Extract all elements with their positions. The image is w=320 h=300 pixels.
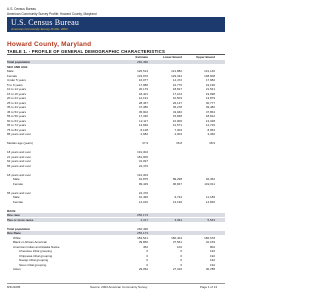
row-label: Total population	[7, 226, 31, 231]
row-label: Male	[7, 69, 14, 73]
table-row	[7, 119, 225, 123]
table-row	[7, 132, 225, 136]
lower-bound-cell: 16,776	[172, 82, 182, 87]
upper-bound-cell: 802	[209, 244, 215, 249]
lower-bound-cell: 27,316	[172, 267, 182, 271]
lower-bound-cell: 17,104	[172, 91, 182, 96]
table-row	[7, 240, 225, 244]
row-label: Navajo tribal grouping	[19, 258, 49, 262]
lower-bound-cell: 2,004	[174, 132, 182, 136]
upper-bound-cell: 192	[209, 249, 215, 253]
footer-date: 8/31/2005	[7, 285, 21, 289]
table-row	[7, 83, 225, 87]
table-row	[7, 222, 225, 226]
row-label: 45 to 54 years	[7, 109, 27, 114]
row-label: One race	[7, 213, 20, 217]
estimate-cell: 29,052	[138, 267, 148, 271]
lower-bound-cell: 13,190	[172, 199, 182, 204]
upper-bound-cell: 11,186	[206, 195, 215, 199]
estimate-cell: 256,173	[137, 231, 148, 235]
upper-bound-cell: 14,830	[205, 199, 215, 204]
estimate-cell: 191,304	[137, 172, 148, 177]
lower-bound-cell: 26,137	[172, 100, 182, 105]
lower-bound-cell: 15,848	[172, 114, 182, 118]
footer-page-number: Page 1 of 13	[200, 285, 218, 289]
table-row	[7, 245, 225, 249]
table-row	[7, 195, 225, 199]
column-header-upper-bound: Upper Bound	[196, 55, 215, 59]
row-label: 18 years and over	[7, 172, 32, 177]
lower-bound-cell: 14,472	[172, 78, 182, 82]
estimate-cell: 24,470	[138, 190, 148, 195]
row-label: American Indian and Alaska Native	[13, 244, 60, 249]
row-label: Chippewa tribal grouping	[19, 253, 53, 258]
table-row	[7, 231, 225, 235]
estimate-cell: 37.9	[142, 141, 148, 145]
row-label: White	[13, 235, 21, 240]
upper-bound-cell: 21,541	[205, 87, 215, 91]
lower-bound-cell: 10,503	[172, 96, 182, 100]
estimate-cell: 12,191	[138, 96, 148, 100]
table-row	[7, 114, 225, 118]
row-label: Male	[13, 177, 20, 181]
table-row	[7, 74, 225, 78]
estimate-cell: 126,514	[137, 69, 148, 73]
upper-bound-cell: 38.9	[209, 141, 215, 145]
estimate-cell: 12,117	[139, 118, 148, 123]
lower-bound-cell: 129,344	[171, 73, 182, 78]
upper-bound-cell: 30,788	[205, 267, 215, 271]
table-title: TABLE 1. - PROFILE OF GENERAL DEMOGRAPHIC CHARACTERISTICS	[7, 49, 166, 54]
lower-bound-cell: 10,906	[172, 118, 182, 123]
upper-bound-cell: 42,159	[205, 240, 215, 244]
table-row	[7, 96, 225, 100]
table-row	[7, 186, 225, 190]
table-row	[7, 227, 225, 231]
table-row	[7, 236, 225, 240]
estimate-cell: 133,976	[137, 73, 148, 78]
table-row	[7, 123, 225, 127]
table-row	[7, 146, 225, 150]
upper-bound-cell: 14,749	[205, 123, 215, 127]
estimate-cell: 47,380	[138, 105, 148, 109]
table-row	[7, 200, 225, 204]
row-label: Female	[13, 181, 24, 186]
upper-bound-cell: 13,328	[205, 118, 215, 123]
table-row	[7, 173, 225, 177]
table-row	[7, 128, 225, 132]
upper-bound-cell: 49,482	[205, 105, 215, 109]
lower-bound-cell: 0	[180, 253, 182, 258]
row-label: 85 years and over	[7, 132, 32, 136]
lower-bound-cell: 3,091	[174, 217, 182, 222]
upper-bound-cell: 192	[209, 253, 215, 258]
estimate-cell: 2,682	[140, 132, 148, 136]
row-label: Total population	[7, 60, 31, 64]
estimate-cell: 181,906	[137, 154, 148, 159]
estimate-cell: 16,077	[138, 78, 148, 82]
row-label: Two or more races	[7, 217, 34, 222]
row-label: 35 to 44 years	[7, 105, 27, 109]
lower-bound-cell: 180,404	[171, 235, 182, 240]
estimate-cell: 31,097	[138, 159, 148, 163]
table-row	[7, 209, 225, 213]
estimate-cell: 4,317	[140, 217, 148, 222]
upper-bound-cell: 94,452	[205, 177, 215, 181]
row-label: 75 to 84 years	[7, 127, 27, 132]
estimate-cell: 0	[146, 249, 148, 253]
estimate-cell: 39,860	[138, 240, 148, 244]
estimate-cell: 183,541	[137, 235, 148, 240]
estimate-cell: 256,173	[137, 213, 148, 217]
column-header-lower-bound: Lower Bound	[162, 55, 182, 59]
estimate-cell: 17,330	[138, 114, 148, 118]
upper-bound-cell: 131,146	[204, 69, 215, 73]
upper-bound-cell: 192	[209, 258, 215, 262]
table-row	[7, 69, 225, 73]
table-row	[7, 105, 225, 109]
estimate-cell: 0	[146, 262, 148, 267]
table-row	[7, 218, 225, 222]
banner-subtitle: American Community Survey Profile: 2004	[11, 27, 68, 31]
table-row	[7, 263, 225, 267]
estimate-cell: 0	[146, 253, 148, 258]
lower-bound-cell: 121,882	[171, 69, 182, 73]
estimate-cell: 18,401	[138, 91, 148, 96]
footer-source: Source: 2004 American Community Survey	[90, 285, 148, 289]
table-row	[7, 65, 225, 69]
upper-bound-cell: 47,864	[205, 109, 215, 114]
table-row	[7, 191, 225, 195]
estimate-cell: 8,128	[140, 127, 148, 132]
row-label: 20 to 24 years	[7, 96, 27, 100]
estimate-cell: 260,490	[137, 226, 148, 231]
row-label: Male	[13, 195, 20, 199]
estimate-cell: 17,986	[138, 82, 148, 87]
estimate-cell: 452	[142, 244, 148, 249]
table-row	[7, 258, 225, 262]
estimate-cell: 13,660	[138, 123, 148, 127]
table-row	[7, 87, 225, 91]
estimate-cell: 91,875	[138, 177, 148, 181]
table-row	[7, 204, 225, 208]
upper-bound-cell: 8,953	[207, 127, 215, 132]
table-row	[7, 137, 225, 141]
lower-bound-cell: 45,278	[172, 105, 182, 109]
place-title: Howard County, Maryland	[7, 41, 92, 48]
survey-line: American Community Survey Profile: Howard County, Maryland	[7, 12, 97, 16]
row-label: One Race	[7, 231, 21, 235]
row-label: SEX AND AGE	[7, 64, 28, 69]
row-label: 10 to 14 years	[7, 87, 27, 91]
table-row	[7, 92, 225, 96]
banner-title: U.S. Census Bureau	[11, 18, 80, 27]
table-row	[7, 168, 225, 172]
row-label: 21 years and over	[7, 154, 32, 159]
lower-bound-cell: 0	[180, 262, 182, 267]
estimate-cell: 28,457	[138, 100, 148, 105]
lower-bound-cell: 12,571	[172, 123, 182, 127]
upper-bound-cell: 138,608	[204, 73, 215, 78]
lower-bound-cell: 0	[180, 258, 182, 262]
column-header-estimate: Estimate	[135, 55, 148, 59]
table-row	[7, 177, 225, 181]
estimate-cell: 14,010	[138, 199, 148, 204]
upper-bound-cell: 186,678	[204, 235, 215, 240]
row-label: 55 to 59 years	[7, 114, 27, 118]
lower-bound-cell: 102	[176, 244, 182, 249]
row-label: Black or African American	[13, 240, 48, 244]
lower-bound-cell: 96,847	[172, 181, 182, 186]
table-row	[7, 141, 225, 145]
row-label: 65 to 74 years	[7, 123, 27, 127]
row-label: 65 years and over	[7, 163, 32, 168]
estimate-cell: 45,902	[138, 109, 148, 114]
estimate-cell: 20,179	[138, 87, 148, 91]
upper-bound-cell: 17,682	[205, 78, 215, 82]
agency-line: U.S. Census Bureau	[7, 7, 37, 11]
row-label: 5 to 9 years	[7, 82, 23, 87]
upper-bound-cell: 30,777	[205, 100, 215, 105]
row-label: 65 years and over	[7, 190, 32, 195]
table-row	[7, 213, 225, 217]
lower-bound-cell: 89,298	[172, 177, 182, 181]
upper-bound-cell: 13,879	[205, 96, 215, 100]
row-label: 60 to 64 years	[7, 118, 27, 123]
row-label: RACE	[7, 208, 16, 213]
table-row	[7, 182, 225, 186]
upper-bound-cell: 19,196	[205, 82, 215, 87]
lower-bound-cell: 18,817	[172, 87, 182, 91]
upper-bound-cell: 3,360	[207, 132, 215, 136]
estimate-cell: 0	[146, 258, 148, 262]
lower-bound-cell: 7,303	[174, 127, 182, 132]
row-label: 18 years and over	[7, 150, 32, 154]
table-row	[7, 110, 225, 114]
table-row	[7, 164, 225, 168]
footer-divider	[7, 283, 225, 284]
lower-bound-cell: 0	[180, 249, 182, 253]
upper-bound-cell: 102,011	[204, 181, 215, 186]
estimate-cell: 10,460	[138, 195, 148, 199]
row-label: Median age (years)	[7, 141, 33, 145]
lower-bound-cell: 43,940	[172, 109, 182, 114]
estimate-cell: 99,429	[138, 181, 148, 186]
row-label: Sioux tribal grouping	[19, 262, 47, 267]
row-label: 25 to 34 years	[7, 100, 27, 105]
estimate-cell: 24,470	[138, 163, 148, 168]
row-label: Asian	[13, 267, 21, 271]
table-row	[7, 254, 225, 258]
row-label: 62 years and over	[7, 159, 32, 163]
row-label: Under 5 years	[7, 78, 26, 82]
table-row	[7, 60, 225, 64]
lower-bound-cell: 36.8	[176, 141, 182, 145]
row-label: Female	[7, 73, 18, 78]
table-row	[7, 150, 225, 154]
upper-bound-cell: 5,543	[207, 217, 215, 222]
row-label: Cherokee tribal grouping	[19, 249, 52, 253]
table-row	[7, 155, 225, 159]
upper-bound-cell: 18,812	[205, 114, 215, 118]
table-row	[7, 78, 225, 82]
table-row	[7, 159, 225, 163]
upper-bound-cell: 19,698	[205, 91, 215, 96]
row-label: 15 to 19 years	[7, 91, 27, 96]
table-row	[7, 249, 225, 253]
table-row	[7, 267, 225, 271]
estimate-cell: 260,490	[137, 60, 148, 64]
census-banner	[7, 17, 225, 32]
table-row	[7, 101, 225, 105]
estimate-cell: 191,304	[137, 150, 148, 154]
row-label: Female	[13, 199, 24, 204]
upper-bound-cell: 192	[209, 262, 215, 267]
lower-bound-cell: 37,561	[172, 240, 182, 244]
lower-bound-cell: 9,734	[174, 195, 182, 199]
